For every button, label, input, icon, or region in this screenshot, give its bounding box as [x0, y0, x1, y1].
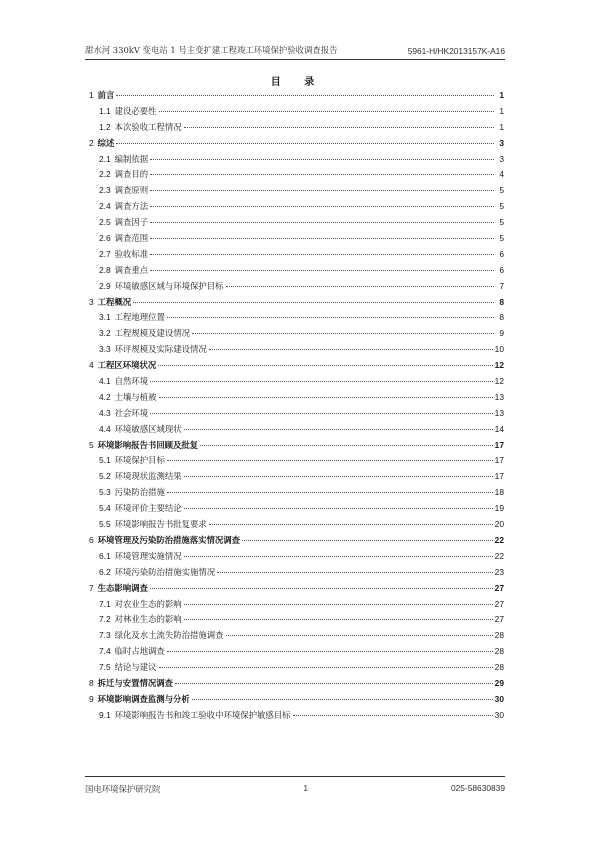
toc-section-entry[interactable]: [89, 121, 504, 137]
toc-entry-page: 13: [494, 391, 504, 402]
toc-section-entry[interactable]: [89, 200, 504, 216]
toc-dot-leader: [184, 556, 493, 557]
toc-entry-number: 2: [89, 137, 94, 148]
toc-dot-leader: [167, 317, 494, 318]
toc-entry-title: 环评规模及实际建设情况: [114, 344, 207, 355]
toc-entry-page: 28: [494, 646, 504, 657]
toc-entry-title: 环境管理及污染防治措施落实情况调查: [97, 534, 241, 545]
toc-entry-page: 12: [494, 360, 504, 371]
toc-entry-page: 9: [499, 328, 504, 339]
toc-section-entry[interactable]: [89, 280, 504, 296]
toc-entry-title: 验收标准: [114, 248, 149, 259]
toc-entry-page: 14: [494, 423, 504, 434]
toc-entry-page: 13: [494, 407, 504, 418]
toc-entry-title: 环境敏感区域与环境保护目标: [114, 280, 224, 291]
toc-entry-number: 9: [89, 693, 94, 704]
toc-entry-title: 环境保护目标: [114, 455, 165, 466]
toc-section-entry[interactable]: [89, 629, 504, 645]
toc-entry-page: 6: [499, 248, 504, 259]
toc-dot-leader: [159, 667, 493, 668]
toc-entry-title: 编制依据: [114, 153, 149, 164]
toc-entry-page: 5: [499, 217, 504, 228]
toc-chapter-entry[interactable]: [89, 296, 504, 312]
toc-section-entry[interactable]: [89, 407, 504, 423]
toc-chapter-entry[interactable]: [89, 89, 504, 105]
toc-entry-title: 环境污染防治措施实施情况: [114, 566, 216, 577]
toc-entry-title: 工程规模及建设情况: [114, 328, 191, 339]
toc-entry-number: 5.4: [99, 503, 111, 514]
toc-entry-title: 调查范围: [114, 233, 149, 244]
toc-entry-title: 环境影响调查监测与分析: [97, 693, 190, 704]
toc-entry-page: 5: [499, 201, 504, 212]
toc-dot-leader: [150, 222, 494, 223]
toc-section-entry[interactable]: [89, 391, 504, 407]
toc-entry-number: 2.7: [99, 248, 111, 259]
toc-dot-leader: [175, 683, 493, 684]
toc-entry-number: 4.1: [99, 376, 111, 387]
toc-entry-title: 临时占地调查: [114, 646, 165, 657]
toc-entry-page: 8: [499, 312, 504, 323]
toc-dot-leader: [150, 159, 494, 160]
toc-entry-number: 7.1: [99, 598, 111, 609]
toc-dot-leader: [158, 365, 492, 366]
toc-entry-title: 建设必要性: [114, 105, 157, 116]
toc-entry-number: 7: [89, 582, 94, 593]
toc-entry-title: 环境影响报告书批复要求: [114, 519, 207, 530]
toc-entry-number: 1.1: [99, 105, 111, 116]
toc-title: 目 录: [270, 77, 325, 88]
toc-entry-page: 17: [494, 471, 504, 482]
toc-dot-leader: [184, 476, 493, 477]
toc-entry-number: 6.1: [99, 550, 111, 561]
toc-chapter-entry[interactable]: [89, 137, 504, 153]
toc-section-entry[interactable]: [89, 502, 504, 518]
toc-entry-number: 2.5: [99, 217, 111, 228]
toc-entry-title: 环境影响报告书回顾及批复: [97, 439, 199, 450]
toc-entry-number: 5.1: [99, 455, 111, 466]
toc-entry-number: 4.3: [99, 407, 111, 418]
toc-section-entry[interactable]: [89, 645, 504, 661]
toc-entry-title: 结论与建议: [114, 662, 157, 673]
toc-entry-number: 7.2: [99, 614, 111, 625]
toc-dot-leader: [150, 413, 493, 414]
toc-entry-title: 调查目的: [114, 169, 149, 180]
toc-dot-leader: [293, 715, 493, 716]
toc-section-entry[interactable]: [89, 311, 504, 327]
toc-entry-page: 3: [499, 137, 504, 148]
toc-entry-number: 1.2: [99, 121, 111, 132]
toc-section-entry[interactable]: [89, 709, 504, 725]
toc-entry-title: 社会环境: [114, 407, 149, 418]
toc-entry-page: 20: [494, 519, 504, 530]
toc-entry-title: 对林业生态的影响: [114, 614, 182, 625]
page-footer: [85, 776, 505, 795]
toc-dot-leader: [116, 143, 494, 144]
toc-entry-page: 7: [499, 280, 504, 291]
toc-entry-title: 调查重点: [114, 264, 149, 275]
toc-entry-number: 5.5: [99, 519, 111, 530]
page-header: [85, 44, 505, 60]
toc-entry-page: 1: [499, 105, 504, 116]
toc-section-entry[interactable]: [89, 661, 504, 677]
toc-entry-page: 18: [494, 487, 504, 498]
toc-entry-page: 1: [499, 90, 504, 100]
toc-entry-number: 3: [89, 296, 94, 307]
toc-entry-title: 绿化及水土流失防治措施调查: [114, 630, 224, 641]
toc-entry-page: 29: [494, 677, 504, 688]
toc-dot-leader: [150, 238, 494, 239]
toc-dot-leader: [184, 127, 494, 128]
toc-entry-title: 环境敏感区域现状: [114, 423, 182, 434]
toc-chapter-entry[interactable]: [89, 534, 504, 550]
toc-dot-leader: [184, 508, 493, 509]
toc-entry-title: 对农业生态的影响: [114, 598, 182, 609]
toc-section-entry[interactable]: [89, 264, 504, 280]
toc-entry-title: 本次验收工程情况: [114, 121, 182, 132]
toc-dot-leader: [159, 111, 494, 112]
toc-entry-title: 调查原则: [114, 185, 149, 196]
toc-entry-number: 7.4: [99, 646, 111, 657]
toc-entry-page: 19: [494, 503, 504, 514]
toc-entry-page: 3: [499, 153, 504, 164]
footer-phone: 025-58630839: [450, 783, 505, 793]
toc-entry-page: 22: [494, 550, 504, 561]
toc-entry-number: 2.2: [99, 169, 111, 180]
toc-section-entry[interactable]: [89, 375, 504, 391]
toc-entry-page: 22: [494, 534, 504, 545]
toc-chapter-entry[interactable]: [89, 582, 504, 598]
toc-section-entry[interactable]: [89, 613, 504, 629]
toc-entry-title: 前言: [97, 90, 115, 100]
toc-section-entry[interactable]: [89, 566, 504, 582]
toc-entry-page: 28: [494, 630, 504, 641]
toc-section-entry[interactable]: [89, 486, 504, 502]
toc-entry-number: 6: [89, 534, 94, 545]
toc-entry-number: 3.1: [99, 312, 111, 323]
toc-entry-number: 9.1: [99, 709, 111, 720]
toc-entry-page: 6: [499, 264, 504, 275]
toc-dot-leader: [209, 349, 493, 350]
toc-section-entry[interactable]: [89, 105, 504, 121]
toc-entry-page: 1: [499, 121, 504, 132]
toc-entry-number: 1: [89, 90, 94, 100]
toc-dot-leader: [150, 254, 494, 255]
toc-entry-title: 环境管理实施情况: [114, 550, 182, 561]
toc-entry-number: 2.1: [99, 153, 111, 164]
toc-entry-number: 7.5: [99, 662, 111, 673]
toc-section-entry[interactable]: [89, 184, 504, 200]
toc-section-entry[interactable]: [89, 327, 504, 343]
toc-entry-title: 综述: [97, 137, 115, 148]
toc-dot-leader: [192, 699, 493, 700]
toc-entry-page: 4: [499, 169, 504, 180]
toc-dot-leader: [150, 381, 493, 382]
toc-dot-leader: [167, 492, 493, 493]
toc-entry-number: 3.2: [99, 328, 111, 339]
toc-section-entry[interactable]: [89, 518, 504, 534]
toc-dot-leader: [217, 572, 493, 573]
toc-entry-page: 5: [499, 185, 504, 196]
toc-dot-leader: [150, 206, 494, 207]
toc-entry-page: 10: [494, 344, 504, 355]
toc-dot-leader: [116, 95, 494, 96]
toc-entry-title: 调查因子: [114, 217, 149, 228]
toc-entry-number: 3.3: [99, 344, 111, 355]
toc-entry-page: 8: [499, 296, 504, 307]
toc-entry-number: 2.8: [99, 264, 111, 275]
toc-entry-title: 生态影响调查: [97, 582, 148, 593]
toc-dot-leader: [242, 540, 493, 541]
toc-entry-number: 6.2: [99, 566, 111, 577]
toc-entry-title: 环境现状监测结果: [114, 471, 182, 482]
toc-entry-page: 30: [494, 693, 504, 704]
toc-entry-number: 2.9: [99, 280, 111, 291]
toc-dot-leader: [226, 286, 494, 287]
toc-entry-number: 5.3: [99, 487, 111, 498]
toc-entry-title: 工程概况: [97, 296, 132, 307]
toc-entry-title: 调查方法: [114, 201, 149, 212]
toc-section-entry[interactable]: [89, 232, 504, 248]
toc-chapter-entry[interactable]: [89, 677, 504, 693]
toc-dot-leader: [167, 651, 493, 652]
toc-dot-leader: [150, 174, 494, 175]
toc-entry-number: 4.2: [99, 391, 111, 402]
table-of-contents: [89, 89, 504, 725]
toc-entry-title: 污染防治措施: [114, 487, 165, 498]
toc-dot-leader: [209, 524, 493, 525]
toc-section-entry[interactable]: [89, 470, 504, 486]
toc-section-entry[interactable]: [89, 153, 504, 169]
toc-chapter-entry[interactable]: [89, 359, 504, 375]
toc-dot-leader: [150, 190, 494, 191]
header-document-code: 5961-H/HK2013157K-A16: [407, 46, 505, 56]
toc-entry-page: 17: [494, 439, 504, 450]
toc-section-entry[interactable]: [89, 343, 504, 359]
toc-dot-leader: [192, 333, 494, 334]
toc-entry-title: 自然环境: [114, 376, 149, 387]
toc-entry-number: 7.3: [99, 630, 111, 641]
toc-section-entry[interactable]: [89, 550, 504, 566]
toc-section-entry[interactable]: [89, 423, 504, 439]
toc-entry-page: 12: [494, 376, 504, 387]
toc-dot-leader: [150, 270, 494, 271]
toc-dot-leader: [184, 619, 493, 620]
toc-dot-leader: [159, 397, 493, 398]
header-document-title: 甜水河 330kV 变电站 1 号主变扩建工程竣工环境保护验收调查报告: [85, 45, 338, 55]
toc-section-entry[interactable]: [89, 454, 504, 470]
toc-entry-title: 工程区环境状况: [97, 360, 157, 371]
footer-page-number: 1: [303, 783, 308, 793]
toc-entry-title: 土壤与植被: [114, 391, 157, 402]
toc-entry-number: 4: [89, 360, 94, 371]
toc-entry-number: 8: [89, 677, 94, 688]
toc-chapter-entry[interactable]: [89, 439, 504, 455]
toc-entry-page: 27: [494, 598, 504, 609]
toc-section-entry[interactable]: [89, 168, 504, 184]
footer-organization: 国电环境保护研究院: [85, 784, 161, 794]
toc-entry-number: 2.4: [99, 201, 111, 212]
toc-dot-leader: [226, 635, 493, 636]
toc-entry-number: 5.2: [99, 471, 111, 482]
toc-entry-title: 拆迁与安置情况调查: [97, 677, 174, 688]
toc-section-entry[interactable]: [89, 216, 504, 232]
toc-section-entry[interactable]: [89, 598, 504, 614]
toc-entry-number: 2.6: [99, 233, 111, 244]
toc-entry-page: 27: [494, 614, 504, 625]
toc-entry-title: 工程地理位置: [114, 312, 165, 323]
toc-entry-page: 27: [494, 582, 504, 593]
toc-entry-page: 30: [494, 709, 504, 720]
toc-entry-title: 环境评价主要结论: [114, 503, 182, 514]
toc-entry-page: 23: [494, 566, 504, 577]
toc-dot-leader: [184, 429, 493, 430]
toc-dot-leader: [167, 460, 493, 461]
toc-entry-number: 4.4: [99, 423, 111, 434]
toc-dot-leader: [150, 588, 493, 589]
toc-dot-leader: [200, 445, 493, 446]
toc-entry-page: 17: [494, 455, 504, 466]
toc-dot-leader: [184, 604, 493, 605]
toc-entry-title: 环境影响报告书和竣工验收中环境保护敏感目标: [114, 709, 291, 720]
toc-entry-number: 5: [89, 439, 94, 450]
toc-entry-page: 5: [499, 233, 504, 244]
toc-chapter-entry[interactable]: [89, 693, 504, 709]
toc-section-entry[interactable]: [89, 248, 504, 264]
toc-dot-leader: [133, 302, 494, 303]
toc-entry-page: 28: [494, 662, 504, 673]
toc-entry-number: 2.3: [99, 185, 111, 196]
